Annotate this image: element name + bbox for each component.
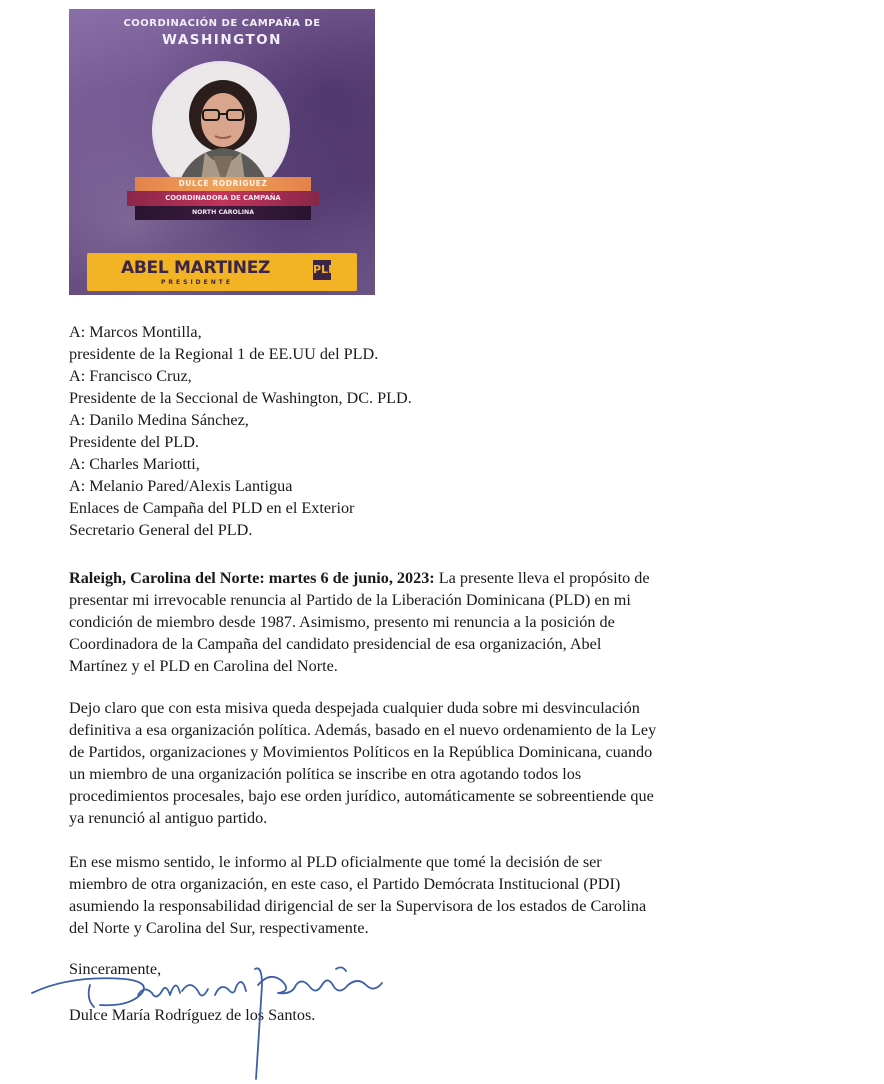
- candidate-name: ABEL MARTINEZ: [121, 258, 271, 278]
- addressee-line: Enlaces de Campaña del PLD en el Exterior: [69, 499, 355, 517]
- state-banner: NORTH CAROLINA: [135, 206, 311, 220]
- addressee-line: A: Francisco Cruz,: [69, 367, 192, 385]
- addressee-line: Presidente de la Seccional de Washington, DC. PLD.: [69, 389, 412, 407]
- paragraph-line: definitiva a esa organización política. Además, basado en el nuevo ordenamiento de la Ley: [69, 721, 657, 739]
- addressee-line: A: Marcos Montilla,: [69, 323, 202, 341]
- campaign-card: [69, 9, 375, 295]
- paragraph-line: miembro de otra organización, en este caso, el Partido Demócrata Institucional (PDI): [69, 875, 621, 893]
- paragraph-new-membership: [69, 851, 829, 939]
- paragraph-resignation: [69, 567, 829, 677]
- paragraph-clarification: [69, 697, 829, 829]
- paragraph-line: procedimientos procesales, bajo ese orden jurídico, automáticamente se sobreentiende que: [69, 787, 654, 805]
- paragraph-line: asumiendo la responsabilidad dirigencial de ser la Supervisora de los estados de Carolina: [69, 897, 647, 915]
- paragraph-line-rest: La presente lleva el propósito de: [434, 569, 650, 587]
- paragraph-line: ya renunció al antiguo partido.: [69, 809, 268, 827]
- candidate-title: PRESIDENTE: [161, 279, 233, 286]
- date-location-lead: Raleigh, Carolina del Norte: martes 6 de junio, 2023:: [69, 569, 435, 587]
- paragraph-line: de Partidos, organizaciones y Movimientos Políticos en la República Dominicana, cuando: [69, 743, 653, 761]
- closing-salutation: Sinceramente,: [69, 960, 162, 978]
- paragraph-line: Martínez y el PLD en Carolina del Norte.: [69, 657, 338, 675]
- paragraph-line: un miembro de una organización política se inscribe en otra agotando todos los: [69, 765, 582, 783]
- paragraph-line: condición de miembro desde 1987. Asimismo, presento mi renuncia a la posición de: [69, 613, 615, 631]
- addressee-line: A: Melanio Pared/Alexis Lantigua: [69, 477, 293, 495]
- paragraph-line: Coordinadora de la Campaña del candidato presidencial de esa organización, Abel: [69, 635, 602, 653]
- addressee-line: A: Charles Mariotti,: [69, 455, 200, 473]
- addressee-line: Secretario General del PLD.: [69, 521, 253, 539]
- signer-name: Dulce María Rodríguez de los Santos.: [69, 1006, 316, 1024]
- card-title-line2: WASHINGTON: [162, 32, 282, 48]
- paragraph-line: presentar mi irrevocable renuncia al Partido de la Liberación Dominicana (PLD) en mi: [69, 591, 631, 609]
- role-banner: COORDINADORA DE CAMPAÑA: [127, 191, 319, 206]
- party-logo-icon: PLD: [313, 260, 331, 280]
- card-title-line1: COORDINACIÓN DE CAMPAÑA DE: [123, 18, 321, 29]
- candidate-brand-bar: [87, 253, 357, 291]
- paragraph-line: [69, 567, 829, 589]
- paragraph-line: Dejo claro que con esta misiva queda despejada cualquier duda sobre mi desvinculación: [69, 699, 640, 717]
- paragraph-line: En ese mismo sentido, le informo al PLD oficialmente que tomé la decisión de ser: [69, 853, 602, 871]
- paragraph-line: del Norte y Carolina del Sur, respectivamente.: [69, 919, 369, 937]
- name-banner: DULCE RODRIGUEZ: [135, 177, 311, 191]
- addressee-line: presidente de la Regional 1 de EE.UU del PLD.: [69, 345, 379, 363]
- addressee-line: A: Danilo Medina Sánchez,: [69, 411, 249, 429]
- addressee-line: Presidente del PLD.: [69, 433, 199, 451]
- addressee-block: [69, 321, 412, 541]
